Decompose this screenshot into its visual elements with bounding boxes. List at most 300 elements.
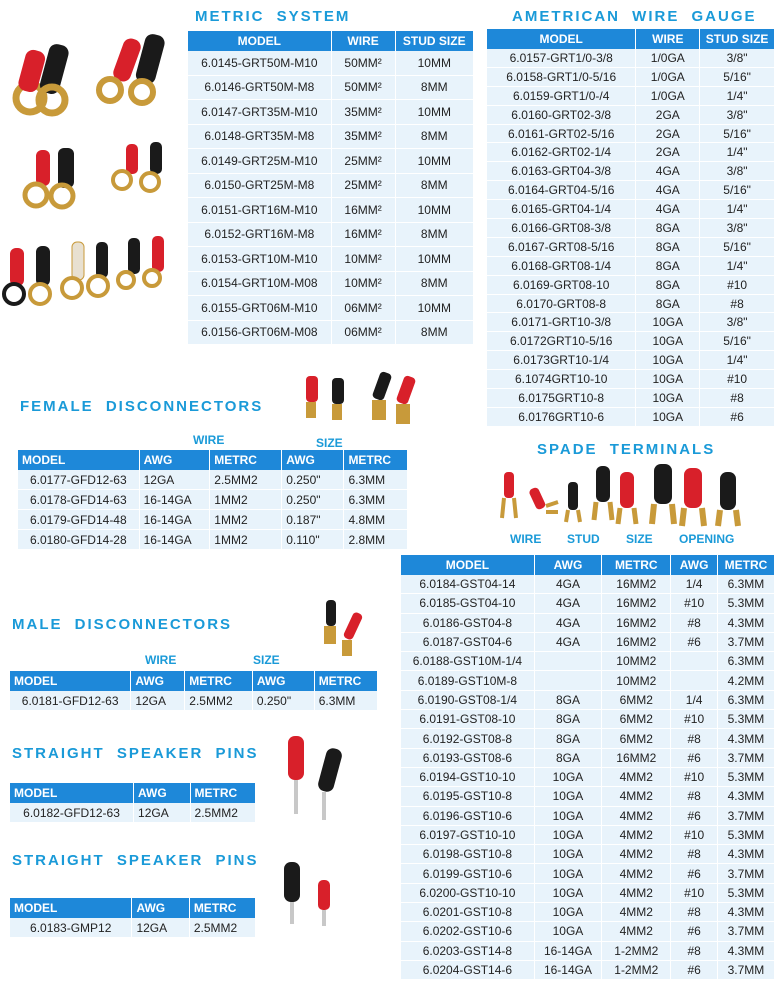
table-cell: #6 bbox=[671, 632, 718, 651]
ring-terminals-photo bbox=[0, 20, 180, 310]
table-cell: 0.110" bbox=[282, 530, 344, 550]
awg-col-header: STUD SIZE bbox=[700, 29, 775, 49]
table-row bbox=[188, 320, 474, 345]
table-cell: 16-14GA bbox=[139, 510, 210, 530]
table-cell: 50MM² bbox=[331, 51, 395, 75]
table-row bbox=[188, 75, 474, 100]
table-cell: 4GA bbox=[534, 632, 601, 651]
female-col-header: AWG bbox=[139, 450, 210, 470]
model-cell: 6.0184-GST04-14 bbox=[401, 575, 534, 594]
model-cell: 6.0190-GST08-1/4 bbox=[401, 690, 534, 709]
model-cell: 6.0167-GRT08-5/16 bbox=[487, 237, 636, 256]
model-cell: 6.0152-GRT16M-M8 bbox=[188, 222, 331, 247]
table-cell: 3/8" bbox=[700, 105, 775, 124]
model-cell: 6.0202-GST10-6 bbox=[401, 922, 534, 941]
metric-title: METRIC SYSTEM bbox=[195, 8, 351, 25]
table-cell: 2.5MM2 bbox=[185, 691, 253, 711]
table-cell: 16MM2 bbox=[602, 575, 671, 594]
table-cell: 8GA bbox=[636, 256, 700, 275]
model-cell: 6.0173GRT10-1/4 bbox=[487, 351, 636, 370]
table-row bbox=[401, 594, 775, 613]
table-cell: 6MM2 bbox=[602, 690, 671, 709]
model-cell: 6.0165-GRT04-1/4 bbox=[487, 200, 636, 219]
table-cell: #6 bbox=[700, 407, 775, 426]
female-size-label: SIZE bbox=[316, 436, 343, 450]
table-row bbox=[188, 222, 474, 247]
table-row bbox=[401, 671, 775, 690]
table-cell: 8MM bbox=[395, 320, 473, 345]
male-size-label: SIZE bbox=[253, 653, 280, 667]
male-title: MALE DISCONNECTORS bbox=[12, 616, 233, 633]
table-cell bbox=[534, 652, 601, 671]
spade-table bbox=[401, 555, 775, 980]
model-cell: 6.0157-GRT1/0-3/8 bbox=[487, 49, 636, 67]
table-cell: 1MM2 bbox=[210, 510, 282, 530]
table-cell: 8MM bbox=[395, 75, 473, 100]
table-row bbox=[188, 100, 474, 125]
model-cell: 6.0188-GST10M-1/4 bbox=[401, 652, 534, 671]
pins1-col-header: METRC bbox=[190, 783, 255, 803]
table-cell: 0.250" bbox=[282, 490, 344, 510]
table-row bbox=[487, 256, 775, 275]
table-row bbox=[188, 173, 474, 198]
table-cell: 3/8" bbox=[700, 162, 775, 181]
model-cell: 6.0194-GST10-10 bbox=[401, 767, 534, 786]
table-row bbox=[401, 613, 775, 632]
table-row bbox=[487, 124, 775, 143]
table-cell: 2.8MM bbox=[344, 530, 408, 550]
table-cell: 6.3MM bbox=[717, 690, 774, 709]
model-cell: 6.0156-GRT06M-M08 bbox=[188, 320, 331, 345]
speaker-pin-photo bbox=[278, 730, 358, 822]
model-cell: 6.0187-GST04-6 bbox=[401, 632, 534, 651]
table-cell: 4GA bbox=[636, 181, 700, 200]
table-cell: #10 bbox=[671, 883, 718, 902]
model-cell: 6.0182-GFD12-63 bbox=[10, 803, 134, 823]
female-wire-label: WIRE bbox=[193, 433, 225, 447]
pins1-header-row bbox=[10, 783, 256, 803]
female-col-header: METRC bbox=[344, 450, 408, 470]
table-cell: 4MM2 bbox=[602, 922, 671, 941]
table-row bbox=[188, 247, 474, 272]
table-cell: #8 bbox=[671, 903, 718, 922]
table-cell: 16MM² bbox=[331, 222, 395, 247]
model-cell: 6.0166-GRT08-3/8 bbox=[487, 219, 636, 238]
model-cell: 6.0196-GST10-6 bbox=[401, 806, 534, 825]
model-cell: 6.0153-GRT10M-M10 bbox=[188, 247, 331, 272]
table-row bbox=[487, 313, 775, 332]
model-cell: 6.0160-GRT02-3/8 bbox=[487, 105, 636, 124]
model-cell: 6.0158-GRT1/0-5/16 bbox=[487, 67, 636, 86]
table-cell: 10GA bbox=[636, 313, 700, 332]
table-cell: 1MM2 bbox=[210, 530, 282, 550]
model-cell: 6.0186-GST04-8 bbox=[401, 613, 534, 632]
male-col-header: MODEL bbox=[10, 671, 131, 691]
metric-header-row bbox=[188, 31, 474, 51]
model-cell: 6.0200-GST10-10 bbox=[401, 883, 534, 902]
table-cell: 10MM bbox=[395, 149, 473, 174]
table-cell: #10 bbox=[700, 370, 775, 389]
awg-col-header: WIRE bbox=[636, 29, 700, 49]
pins2-table bbox=[10, 898, 256, 938]
table-cell: 4MM2 bbox=[602, 806, 671, 825]
table-cell: 5/16" bbox=[700, 332, 775, 351]
table-cell: 10MM2 bbox=[602, 652, 671, 671]
table-cell: 3.7MM bbox=[717, 960, 774, 979]
table-cell: 0.187" bbox=[282, 510, 344, 530]
table-cell: 35MM² bbox=[331, 124, 395, 149]
pins1-col-header: AWG bbox=[134, 783, 190, 803]
spade-label-wire: WIRE bbox=[510, 532, 542, 546]
table-cell: #8 bbox=[671, 845, 718, 864]
model-cell: 6.0147-GRT35M-M10 bbox=[188, 100, 331, 125]
table-row bbox=[487, 162, 775, 181]
model-cell: 6.0197-GST10-10 bbox=[401, 825, 534, 844]
table-cell: 5/16" bbox=[700, 67, 775, 86]
table-cell: #10 bbox=[671, 710, 718, 729]
pins2-col-header: METRC bbox=[189, 898, 255, 918]
table-row bbox=[18, 530, 408, 550]
model-cell: 6.0150-GRT25M-M8 bbox=[188, 173, 331, 198]
male-col-header: AWG bbox=[252, 671, 314, 691]
table-row bbox=[188, 271, 474, 296]
table-row bbox=[401, 806, 775, 825]
table-cell: #6 bbox=[671, 960, 718, 979]
table-row bbox=[401, 729, 775, 748]
table-cell: 50MM² bbox=[331, 75, 395, 100]
table-cell: 16MM2 bbox=[602, 748, 671, 767]
table-cell: 8GA bbox=[636, 219, 700, 238]
table-cell: 4MM2 bbox=[602, 767, 671, 786]
table-cell: #8 bbox=[671, 729, 718, 748]
table-cell: 10GA bbox=[534, 903, 601, 922]
table-cell: 10GA bbox=[636, 351, 700, 370]
table-cell: 4.3MM bbox=[717, 787, 774, 806]
table-cell: 10GA bbox=[636, 389, 700, 408]
table-cell: 16-14GA bbox=[534, 941, 601, 960]
model-cell: 6.0192-GST08-8 bbox=[401, 729, 534, 748]
metric-col-header: MODEL bbox=[188, 31, 331, 51]
table-cell: 4.3MM bbox=[717, 613, 774, 632]
table-cell: 12GA bbox=[131, 691, 185, 711]
table-row bbox=[487, 389, 775, 408]
table-cell: 12GA bbox=[132, 918, 189, 938]
model-cell: 6.0185-GST04-10 bbox=[401, 594, 534, 613]
table-cell: 8GA bbox=[636, 294, 700, 313]
table-cell: 3.7MM bbox=[717, 864, 774, 883]
model-cell: 6.0149-GRT25M-M10 bbox=[188, 149, 331, 174]
table-cell: 5/16" bbox=[700, 181, 775, 200]
spade-col-header: AWG bbox=[534, 555, 601, 575]
table-cell: 10MM² bbox=[331, 271, 395, 296]
table-cell: 16MM² bbox=[331, 198, 395, 223]
table-cell: 1/4" bbox=[700, 143, 775, 162]
table-cell: 1/0GA bbox=[636, 49, 700, 67]
model-cell: 6.0195-GST10-8 bbox=[401, 787, 534, 806]
model-cell: 6.0181-GFD12-63 bbox=[10, 691, 131, 711]
table-row bbox=[401, 710, 775, 729]
table-row bbox=[487, 143, 775, 162]
table-cell: 10GA bbox=[636, 407, 700, 426]
table-cell: 4GA bbox=[534, 575, 601, 594]
table-cell: 3.7MM bbox=[717, 748, 774, 767]
table-row bbox=[401, 864, 775, 883]
table-cell: 4MM2 bbox=[602, 825, 671, 844]
table-row bbox=[401, 941, 775, 960]
model-cell: 6.0164-GRT04-5/16 bbox=[487, 181, 636, 200]
table-cell: 10MM² bbox=[331, 247, 395, 272]
table-cell: #8 bbox=[671, 941, 718, 960]
table-cell: 1MM2 bbox=[210, 490, 282, 510]
table-cell: 5.3MM bbox=[717, 710, 774, 729]
table-cell: 16MM2 bbox=[602, 613, 671, 632]
table-cell: 16MM2 bbox=[602, 594, 671, 613]
table-row bbox=[188, 149, 474, 174]
speaker-pin-photo-2 bbox=[278, 858, 348, 928]
table-cell: 5.3MM bbox=[717, 767, 774, 786]
model-cell: 6.0180-GFD14-28 bbox=[18, 530, 139, 550]
table-cell: #6 bbox=[671, 864, 718, 883]
model-cell: 6.0161-GRT02-5/16 bbox=[487, 124, 636, 143]
female-col-header: MODEL bbox=[18, 450, 139, 470]
table-cell: 6.3MM bbox=[717, 575, 774, 594]
table-row bbox=[10, 918, 256, 938]
pins1-col-header: MODEL bbox=[10, 783, 134, 803]
awg-table bbox=[487, 29, 775, 427]
table-cell: 4GA bbox=[534, 594, 601, 613]
female-table bbox=[18, 450, 408, 550]
spade-terminal-photo bbox=[496, 462, 756, 528]
table-cell: 5/16" bbox=[700, 237, 775, 256]
table-row bbox=[401, 632, 775, 651]
awg-title: AMETRICAN WIRE GAUGE bbox=[512, 8, 757, 25]
table-cell: 10MM2 bbox=[602, 671, 671, 690]
female-header-row bbox=[18, 450, 408, 470]
model-cell: 6.0148-GRT35M-M8 bbox=[188, 124, 331, 149]
table-cell: 1/4 bbox=[671, 690, 718, 709]
table-row bbox=[10, 691, 378, 711]
table-cell: 16MM2 bbox=[602, 632, 671, 651]
metric-table bbox=[188, 31, 474, 345]
table-cell: 10MM bbox=[395, 100, 473, 125]
table-row bbox=[487, 370, 775, 389]
model-cell: 6.0203-GST14-8 bbox=[401, 941, 534, 960]
table-cell: 1-2MM2 bbox=[602, 941, 671, 960]
male-col-header: AWG bbox=[131, 671, 185, 691]
table-row bbox=[487, 237, 775, 256]
table-cell: 3/8" bbox=[700, 49, 775, 67]
table-cell: #8 bbox=[700, 294, 775, 313]
table-cell: 1/4" bbox=[700, 86, 775, 105]
table-cell: 4MM2 bbox=[602, 845, 671, 864]
table-cell: 8GA bbox=[534, 748, 601, 767]
table-cell: 4GA bbox=[636, 162, 700, 181]
table-cell: 6MM2 bbox=[602, 729, 671, 748]
table-cell: 4MM2 bbox=[602, 787, 671, 806]
male-disconnector-photo bbox=[318, 596, 368, 662]
table-cell: 10MM bbox=[395, 51, 473, 75]
table-cell: 4GA bbox=[534, 613, 601, 632]
table-cell: 2.5MM2 bbox=[210, 470, 282, 490]
pins2-col-header: MODEL bbox=[10, 898, 132, 918]
model-cell: 6.0171-GRT10-3/8 bbox=[487, 313, 636, 332]
model-cell: 6.0178-GFD14-63 bbox=[18, 490, 139, 510]
table-cell: #10 bbox=[671, 594, 718, 613]
table-cell: 2GA bbox=[636, 124, 700, 143]
pins1-table bbox=[10, 783, 256, 823]
table-cell: 2.5MM2 bbox=[190, 803, 255, 823]
table-cell: 10MM bbox=[395, 198, 473, 223]
table-row bbox=[487, 294, 775, 313]
pins2-col-header: AWG bbox=[132, 898, 189, 918]
table-cell: 10GA bbox=[534, 806, 601, 825]
female-disconnector-photo bbox=[292, 368, 420, 428]
table-cell: 6.3MM bbox=[344, 470, 408, 490]
male-col-header: METRC bbox=[185, 671, 253, 691]
table-cell: 5.3MM bbox=[717, 594, 774, 613]
female-col-header: AWG bbox=[282, 450, 344, 470]
table-cell: 3.7MM bbox=[717, 632, 774, 651]
table-cell: 0.250" bbox=[282, 470, 344, 490]
table-cell bbox=[671, 671, 718, 690]
model-cell: 6.0155-GRT06M-M10 bbox=[188, 296, 331, 321]
table-cell: 4.3MM bbox=[717, 941, 774, 960]
table-cell: 10GA bbox=[534, 864, 601, 883]
spade-title: SPADE TERMINALS bbox=[537, 441, 716, 458]
table-row bbox=[401, 748, 775, 767]
table-row bbox=[401, 575, 775, 594]
table-cell: #10 bbox=[671, 825, 718, 844]
table-cell: #6 bbox=[671, 806, 718, 825]
spade-col-header: METRC bbox=[602, 555, 671, 575]
model-cell: 6.0177-GFD12-63 bbox=[18, 470, 139, 490]
male-wire-label: WIRE bbox=[145, 653, 177, 667]
model-cell: 6.0159-GRT1/0-/4 bbox=[487, 86, 636, 105]
table-cell: #8 bbox=[671, 787, 718, 806]
model-cell: 6.0201-GST10-8 bbox=[401, 903, 534, 922]
table-cell: 25MM² bbox=[331, 149, 395, 174]
table-cell: 2.5MM2 bbox=[189, 918, 255, 938]
table-cell: 5.3MM bbox=[717, 883, 774, 902]
spade-label-stud: STUD bbox=[567, 532, 600, 546]
table-row bbox=[188, 198, 474, 223]
table-cell: 5/16" bbox=[700, 124, 775, 143]
table-cell: 1-2MM2 bbox=[602, 960, 671, 979]
pins1-title: STRAIGHT SPEAKER PINS bbox=[12, 745, 259, 762]
model-cell: 6.0183-GMP12 bbox=[10, 918, 132, 938]
table-row bbox=[401, 960, 775, 979]
model-cell: 6.0189-GST10M-8 bbox=[401, 671, 534, 690]
table-cell: 16-14GA bbox=[139, 530, 210, 550]
table-cell: 1/0GA bbox=[636, 86, 700, 105]
male-table bbox=[10, 671, 378, 711]
table-cell: 06MM² bbox=[331, 296, 395, 321]
spade-label-opening: OPENING bbox=[679, 532, 735, 546]
table-cell: 1/4" bbox=[700, 256, 775, 275]
table-cell: 1/0GA bbox=[636, 67, 700, 86]
table-cell: 10MM bbox=[395, 247, 473, 272]
table-cell: 3/8" bbox=[700, 219, 775, 238]
table-cell: 6.3MM bbox=[717, 652, 774, 671]
model-cell: 6.0154-GRT10M-M08 bbox=[188, 271, 331, 296]
table-cell: #10 bbox=[671, 767, 718, 786]
table-cell: 1/4 bbox=[671, 575, 718, 594]
metric-col-header: STUD SIZE bbox=[395, 31, 473, 51]
table-cell: 06MM² bbox=[331, 320, 395, 345]
table-cell: 8MM bbox=[395, 173, 473, 198]
model-cell: 6.0146-GRT50M-M8 bbox=[188, 75, 331, 100]
spade-col-header: MODEL bbox=[401, 555, 534, 575]
table-row bbox=[487, 200, 775, 219]
table-row bbox=[401, 903, 775, 922]
model-cell: 6.0175GRT10-8 bbox=[487, 389, 636, 408]
table-row bbox=[487, 49, 775, 67]
table-row bbox=[188, 296, 474, 321]
table-cell: #6 bbox=[671, 922, 718, 941]
table-row bbox=[401, 652, 775, 671]
table-cell: 4.3MM bbox=[717, 903, 774, 922]
table-cell: 4.3MM bbox=[717, 729, 774, 748]
model-cell: 6.0151-GRT16M-M10 bbox=[188, 198, 331, 223]
table-cell: 16-14GA bbox=[139, 490, 210, 510]
table-cell: 3.7MM bbox=[717, 922, 774, 941]
table-row bbox=[487, 332, 775, 351]
table-cell: 4MM2 bbox=[602, 883, 671, 902]
table-cell: 6.3MM bbox=[314, 691, 377, 711]
table-row bbox=[487, 407, 775, 426]
model-cell: 6.0170-GRT08-8 bbox=[487, 294, 636, 313]
table-cell: 8GA bbox=[534, 729, 601, 748]
model-cell: 6.0163-GRT04-3/8 bbox=[487, 162, 636, 181]
table-cell: 4GA bbox=[636, 200, 700, 219]
model-cell: 6.0204-GST14-6 bbox=[401, 960, 534, 979]
table-row bbox=[10, 803, 256, 823]
table-cell: 4MM2 bbox=[602, 903, 671, 922]
table-row bbox=[487, 181, 775, 200]
table-cell: 10GA bbox=[534, 922, 601, 941]
spade-col-header: METRC bbox=[717, 555, 774, 575]
awg-header-row bbox=[487, 29, 775, 49]
table-cell: 16-14GA bbox=[534, 960, 601, 979]
table-row bbox=[487, 86, 775, 105]
table-row bbox=[188, 124, 474, 149]
table-cell: 2GA bbox=[636, 105, 700, 124]
table-cell: 8MM bbox=[395, 124, 473, 149]
table-cell: 8GA bbox=[534, 710, 601, 729]
table-row bbox=[401, 922, 775, 941]
awg-col-header: MODEL bbox=[487, 29, 636, 49]
male-header-row bbox=[10, 671, 378, 691]
table-cell: 4.2MM bbox=[717, 671, 774, 690]
table-cell: 4MM2 bbox=[602, 864, 671, 883]
table-cell: 8MM bbox=[395, 271, 473, 296]
table-cell: 10GA bbox=[534, 883, 601, 902]
table-cell: 12GA bbox=[139, 470, 210, 490]
table-row bbox=[487, 105, 775, 124]
table-cell: #8 bbox=[700, 389, 775, 408]
pins2-title: STRAIGHT SPEAKER PINS bbox=[12, 852, 259, 869]
model-cell: 6.0162-GRT02-1/4 bbox=[487, 143, 636, 162]
table-cell: 1/4" bbox=[700, 200, 775, 219]
table-cell: #10 bbox=[700, 275, 775, 294]
metric-col-header: WIRE bbox=[331, 31, 395, 51]
table-cell: #6 bbox=[671, 748, 718, 767]
table-cell: 35MM² bbox=[331, 100, 395, 125]
table-cell: 10GA bbox=[534, 767, 601, 786]
table-cell: 2GA bbox=[636, 143, 700, 162]
model-cell: 6.0179-GFD14-48 bbox=[18, 510, 139, 530]
model-cell: 6.0193-GST08-6 bbox=[401, 748, 534, 767]
